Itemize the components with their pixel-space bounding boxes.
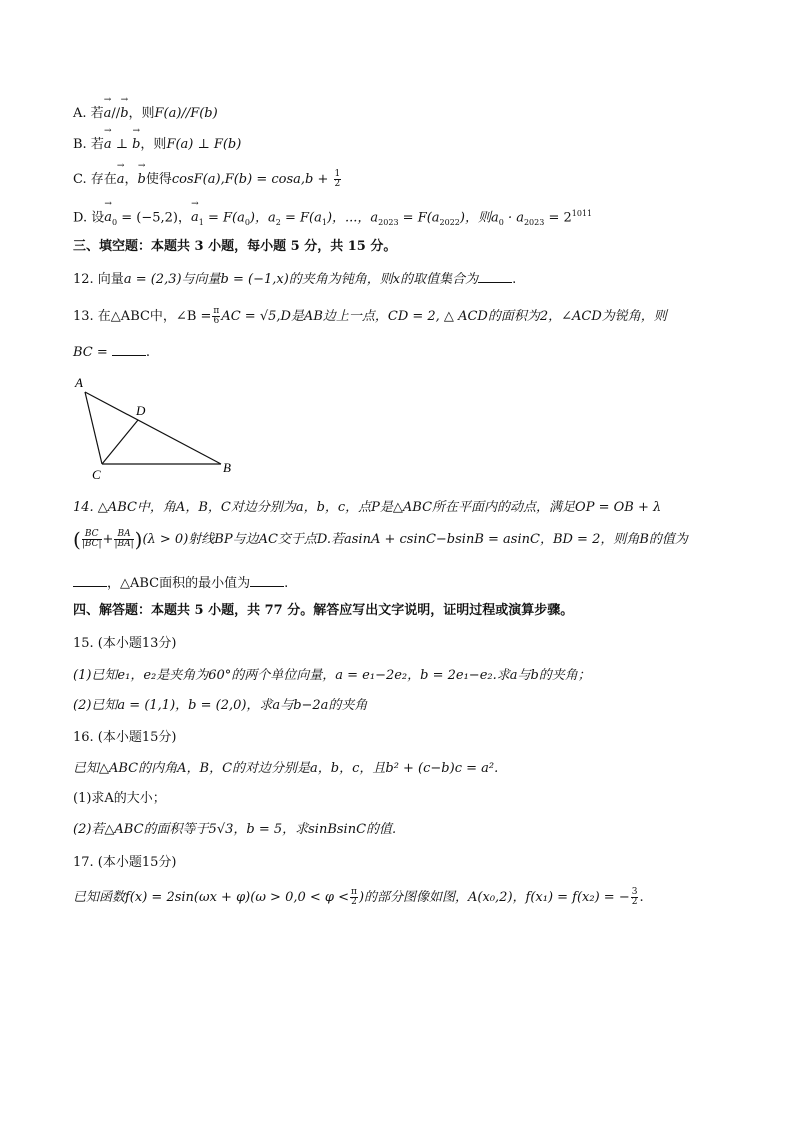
question-15-title: 15. (本小题13分) xyxy=(73,636,177,651)
question-17-stem: 已知函数f(x) = 2sin(ωx + φ)(ω > 0,0 < φ < $\frac{\pi}{2}$ )的部分图像如图，A(x₀,2)，f(x₁) = f(x₂) = − $\frac{3}{2}$ . xyxy=(73,887,644,907)
question-16-part1: (1)求A的大小； xyxy=(73,791,166,806)
fraction-pi-over-2: $\frac{\pi}{2}$ xyxy=(351,887,357,907)
triangle-figure xyxy=(72,372,242,482)
fraction-ba-unit: $\frac{BA}{|BA|}$ xyxy=(114,529,134,549)
answer-blank xyxy=(250,574,284,587)
fraction-bc-unit: $\frac{BC}{|BC|}$ xyxy=(81,529,102,549)
answer-blank xyxy=(478,270,512,283)
side-ab xyxy=(85,392,221,464)
section-3-heading: 三、填空题：本题共 3 小题，每小题 5 分，共 15 分。 xyxy=(73,239,397,254)
section-4-heading: 四、解答题：本题共 5 小题，共 77 分。解答应写出文字说明，证明过程或演算步骤。 xyxy=(73,603,574,618)
vertex-label-c: C xyxy=(92,467,101,482)
question-17-title: 17. (本小题15分) xyxy=(73,855,177,870)
question-14-line3: ，△ABC面积的最小值为 . xyxy=(73,574,288,592)
question-13-line2: BC = . xyxy=(73,345,151,360)
question-14: 14. △ABC中，角A，B，C对边分别为a，b，c，点P是△ABC所在平面内的动点，满足OP = OB + λ xyxy=(73,500,662,515)
question-16-title: 16. (本小题15分) xyxy=(73,730,177,745)
fraction-one-half: $\frac{1}{2}$ xyxy=(334,169,341,189)
question-14-line2: ( $\frac{BC}{|BC|}$ + $\frac{BA}{|BA|}$ )(λ > 0)射线BP与边AC交于点D.若asinA + csinC−bsinB = asinC，BD = 2，则角B的值为 xyxy=(73,527,688,552)
question-13: 13. 在△ABC中，∠B = $\frac{\pi}{6}$ AC = √5,D是AB边上一点，CD = 2, △ ACD的面积为2，∠ACD为锐角，则 xyxy=(73,306,667,326)
question-16-stem: 已知△ABC的内角A，B，C的对边分别是a，b，c，且b² + (c−b)c = a². xyxy=(73,761,499,776)
vertex-label-a: A xyxy=(75,375,83,390)
fraction-three-halves: $\frac{3}{2}$ xyxy=(631,887,638,907)
answer-blank xyxy=(73,574,107,587)
question-15-part1: (1)已知e₁，e₂是夹角为60°的两个单位向量，a = e₁−2e₂，b = 2e₁−e₂.求a与b的夹角； xyxy=(73,668,591,683)
segment-cd xyxy=(102,420,138,464)
option-a: A. 若→ a//→ b，则F(a)//F(b) xyxy=(73,104,218,122)
vertex-label-b: B xyxy=(223,460,231,475)
fraction-pi-over-6: $\frac{\pi}{6}$ xyxy=(213,306,220,326)
question-16-part2: (2)若△ABC的面积等于5√3，b = 5，求sinBsinC的值. xyxy=(73,822,397,837)
question-12: 12. 向量a = (2,3)与向量b = (−1,x)的夹角为钝角，则x的取值集合为 . xyxy=(73,272,517,287)
option-b: B. 若→ a ⊥ → b，则F(a) ⊥ F(b) xyxy=(73,135,241,153)
answer-blank xyxy=(112,343,146,356)
vertex-label-d: D xyxy=(136,403,146,418)
question-15-part2: (2)已知a = (1,1)，b = (2,0)，求a与b−2a的夹角 xyxy=(73,698,368,713)
option-c: C. 存在→ a，→ b使得cosF(a),F(b) = cosa,b + $\frac{1}{2}$ xyxy=(73,170,342,189)
side-ac xyxy=(85,392,102,464)
option-d: D. 设→ $a_0 = (-5,2)$，→ $a_1 = F(a_0)$，$a_2 = F(a_1)$，...，$a_{2023} = F(a_{2022})$，则$a_0 \cdot a_{2023} = 2^{1011}$ xyxy=(73,206,592,231)
